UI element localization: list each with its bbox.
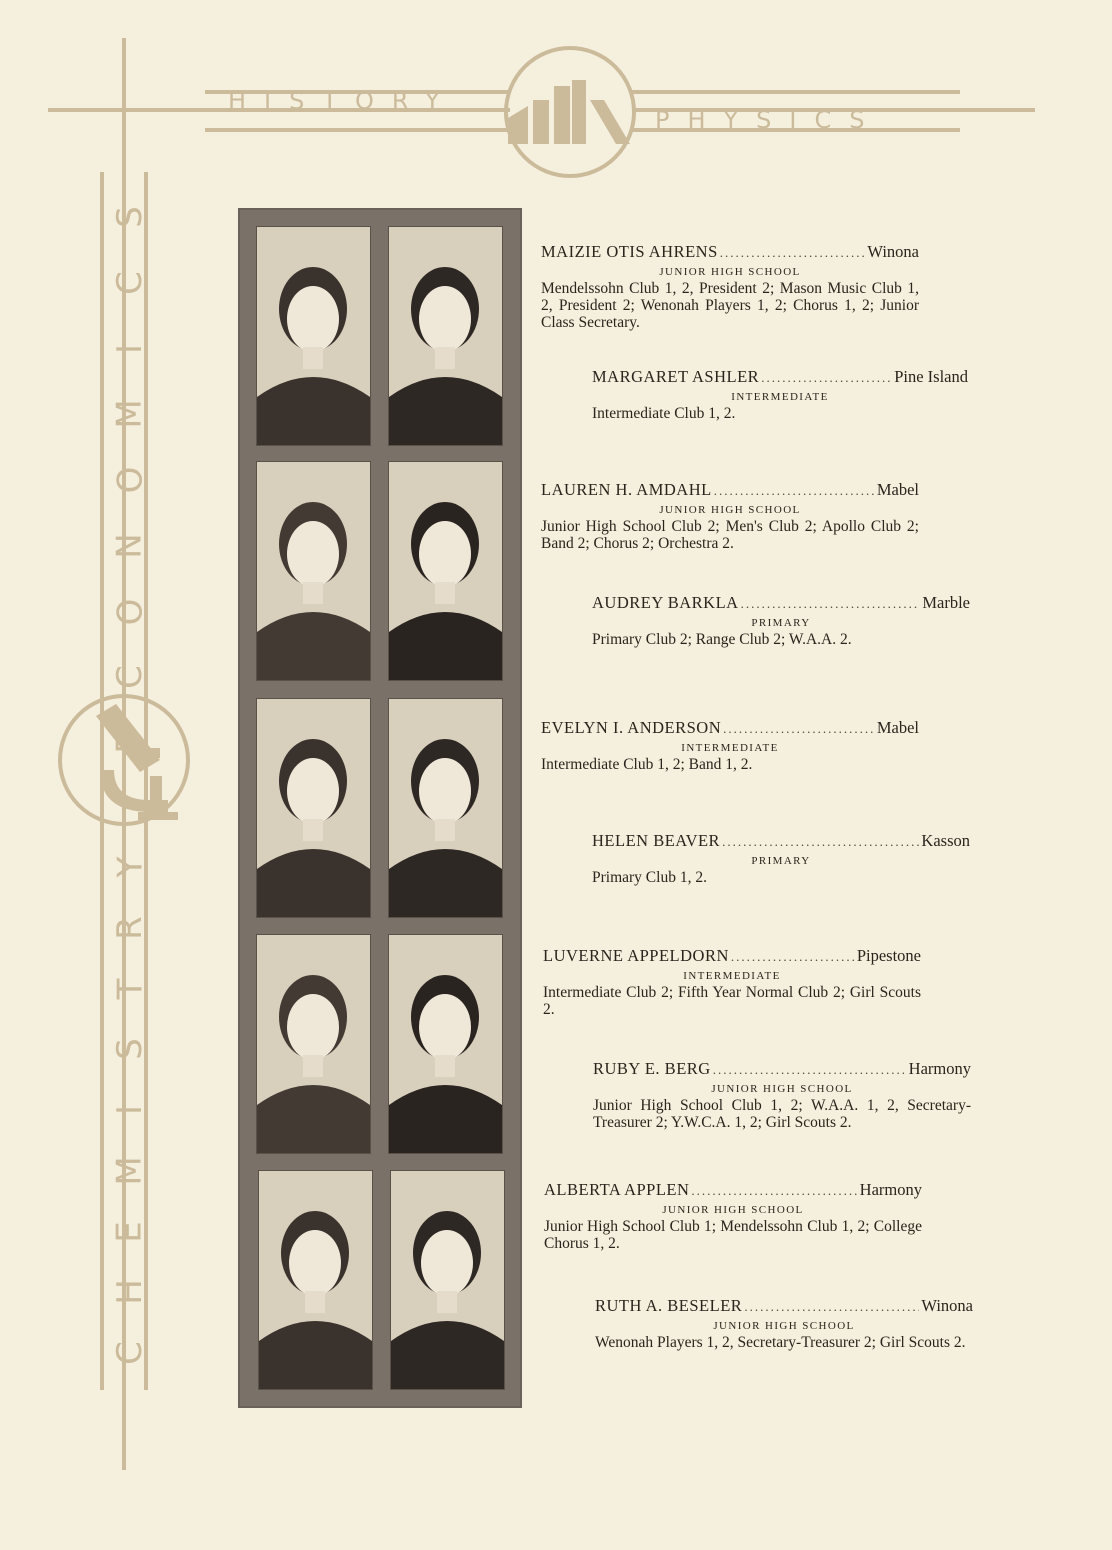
student-town: Winona <box>921 1296 973 1315</box>
student-town: Marble <box>922 593 970 612</box>
top-left-word: HISTORY <box>228 87 458 115</box>
student-department: JUNIOR HIGH SCHOOL <box>713 1320 855 1332</box>
side-letter: S <box>110 1038 150 1061</box>
student-name: MARGARET ASHLER <box>592 367 760 386</box>
side-letter: T <box>110 978 150 999</box>
side-letter: N <box>110 533 150 559</box>
side-letter: R <box>110 915 150 940</box>
student-name: AUDREY BARKLA <box>592 593 739 612</box>
dot-leader <box>744 1299 919 1315</box>
student-activities: Junior High School Club 1; Mendelssohn Club 1, 2; College Chorus 1, 2. <box>544 1218 922 1252</box>
student-entry <box>592 367 968 422</box>
student-name: LAUREN H. AMDAHL <box>541 480 712 499</box>
side-letter: C <box>110 270 150 295</box>
student-department: PRIMARY <box>751 617 811 629</box>
dot-leader <box>713 1062 907 1078</box>
side-letter: O <box>109 598 150 625</box>
student-town: Harmony <box>859 1180 922 1199</box>
side-letter: S <box>110 206 150 228</box>
side-letter: O <box>109 466 150 494</box>
student-department: INTERMEDIATE <box>683 970 781 982</box>
student-town: Harmony <box>908 1059 971 1078</box>
student-name: LUVERNE APPELDORN <box>543 946 729 965</box>
side-letter: E <box>109 1220 150 1243</box>
student-town: Mabel <box>876 480 919 499</box>
student-town: Pine Island <box>894 367 968 386</box>
portrait-photo <box>258 1170 373 1390</box>
student-name: HELEN BEAVER <box>592 831 721 850</box>
portrait-photo <box>256 226 371 446</box>
student-entry <box>595 1296 973 1351</box>
dot-leader <box>741 596 921 612</box>
student-town: Kasson <box>921 831 970 850</box>
portrait-photo <box>256 934 371 1154</box>
dot-leader <box>720 245 866 261</box>
student-department: JUNIOR HIGH SCHOOL <box>659 266 801 278</box>
student-entry <box>541 480 919 552</box>
portrait-photo <box>388 226 503 446</box>
student-name: RUBY E. BERG <box>593 1059 711 1078</box>
portrait-photo <box>256 698 371 918</box>
side-letter: E <box>109 732 150 754</box>
student-activities: Mendelssohn Club 1, 2, President 2; Mason Music Club 1, 2, President 2; Wenonah Players 1, 2; Chorus 1, 2; Junior Class Secretary. <box>541 280 919 331</box>
student-name: EVELYN I. ANDERSON <box>541 718 722 737</box>
side-letter: M <box>110 1156 150 1186</box>
portrait-photo <box>388 934 503 1154</box>
side-letter: I <box>110 343 150 354</box>
student-entry <box>592 831 970 886</box>
portrait-photo <box>390 1170 505 1390</box>
side-letter: Y <box>110 856 150 878</box>
dot-leader <box>731 949 855 965</box>
student-entry <box>541 242 919 331</box>
student-town: Winona <box>867 242 919 261</box>
student-department: JUNIOR HIGH SCHOOL <box>662 1204 804 1216</box>
student-activities: Junior High School Club 2; Men's Club 2; Apollo Club 2; Band 2; Chorus 2; Orchestra 2. <box>541 518 919 552</box>
side-outer-word <box>105 850 155 1370</box>
student-entry <box>593 1059 971 1131</box>
dot-leader <box>761 370 892 386</box>
student-entry <box>592 593 970 648</box>
student-name: ALBERTA APPLEN <box>544 1180 690 1199</box>
student-activities: Primary Club 1, 2. <box>592 869 707 886</box>
side-letter: H <box>109 1279 150 1306</box>
side-letter: C <box>110 1341 150 1365</box>
student-name: RUTH A. BESELER <box>595 1296 743 1315</box>
dot-leader <box>723 721 875 737</box>
books-emblem-icon <box>508 80 630 144</box>
student-activities: Intermediate Club 1, 2. <box>592 405 736 422</box>
student-activities: Intermediate Club 2; Fifth Year Normal Club 2; Girl Scouts 2. <box>543 984 921 1018</box>
dot-leader <box>691 1183 857 1199</box>
portrait-photo <box>388 698 503 918</box>
student-activities: Primary Club 2; Range Club 2; W.A.A. 2. <box>592 631 852 648</box>
student-activities: Junior High School Club 1, 2; W.A.A. 1, 2, Secretary-Treasurer 2; Y.W.C.A. 1, 2; Girl Scouts 2. <box>593 1097 971 1131</box>
top-right-word: PHYSICS <box>655 106 883 134</box>
student-town: Mabel <box>876 718 919 737</box>
student-town: Pipestone <box>856 946 921 965</box>
student-entry <box>543 946 921 1018</box>
side-letter: M <box>110 399 150 429</box>
student-department: PRIMARY <box>751 855 811 867</box>
side-letter: I <box>110 1104 150 1116</box>
portrait-photo <box>256 461 371 681</box>
photo-panel <box>238 208 522 1408</box>
student-department: INTERMEDIATE <box>731 391 829 403</box>
student-entry <box>541 718 919 773</box>
dot-leader <box>714 483 875 499</box>
student-activities: Wenonah Players 1, 2, Secretary-Treasurer 2; Girl Scouts 2. <box>595 1334 966 1351</box>
portrait-photo <box>388 461 503 681</box>
student-department: JUNIOR HIGH SCHOOL <box>659 504 801 516</box>
student-activities: Intermediate Club 1, 2; Band 1, 2. <box>541 756 753 773</box>
student-entry <box>544 1180 922 1252</box>
student-department: JUNIOR HIGH SCHOOL <box>711 1083 853 1095</box>
side-letter: C <box>110 665 150 690</box>
dot-leader <box>722 834 919 850</box>
student-department: INTERMEDIATE <box>681 742 779 754</box>
side-inner-word <box>105 200 155 760</box>
student-name: MAIZIE OTIS AHRENS <box>541 242 718 261</box>
